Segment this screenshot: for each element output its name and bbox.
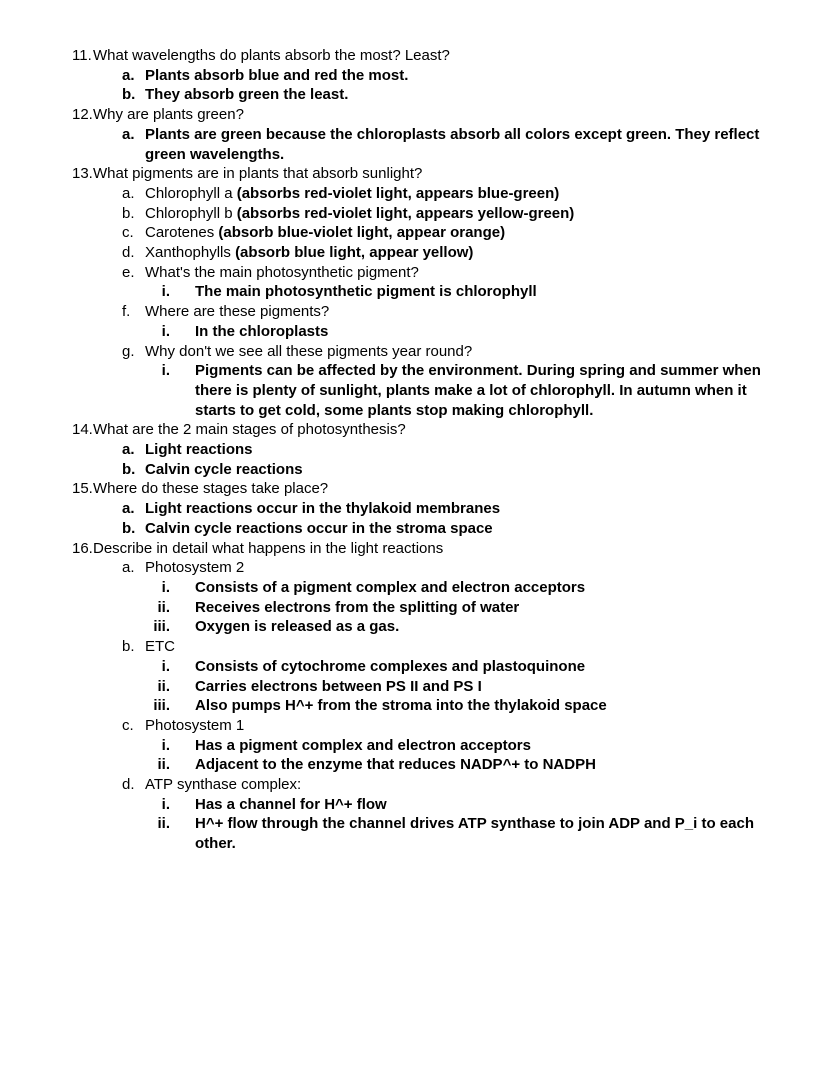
list-item [72,420,772,440]
list-marker: i. [161,578,170,596]
list-item [72,637,772,657]
list-marker: ii. [157,598,170,616]
list-text: They absorb green the least. [145,86,349,104]
list-marker: b. [122,460,136,478]
list-text: Where do these stages take place? [93,480,329,498]
list-marker: 13. [72,165,93,183]
list-marker: iii. [153,618,170,636]
list-marker: iii. [153,697,170,715]
list-marker: d. [122,244,135,262]
list-item [72,814,772,853]
list-item [72,696,772,716]
list-text: Photosystem 1 [145,716,245,734]
list-item [72,361,772,420]
list-text: Calvin cycle reactions occur in the stroma space [145,519,493,537]
list-item [72,460,772,480]
list-item [72,598,772,618]
list-marker: i. [161,736,170,754]
list-item [72,184,772,204]
list-marker: a. [122,500,135,518]
list-marker: a. [122,66,135,84]
list-item [72,125,772,164]
list-marker: 12. [72,106,93,124]
list-text: Plants are green because the chloroplasts absorb all colors except green. They reflect green wavelengths. [145,125,760,163]
list-item [72,617,772,637]
list-item [72,164,772,184]
list-marker: a. [122,184,135,202]
list-marker: d. [122,776,135,794]
list-item [72,342,772,362]
list-item [72,479,772,499]
list-text: Xanthophylls (absorb blue light, appear yellow) [145,244,474,262]
list-text: Where are these pigments? [145,303,330,321]
document-outline-list [72,46,772,854]
list-marker: g. [122,342,135,360]
list-text: Carotenes (absorb blue-violet light, appear orange) [145,224,506,242]
list-text: What's the main photosynthetic pigment? [145,263,419,281]
list-marker: 16. [72,539,93,557]
list-item [72,243,772,263]
list-item [72,795,772,815]
list-marker: b. [122,519,136,537]
list-text: Calvin cycle reactions [145,460,303,478]
list-marker: i. [161,795,170,813]
list-item [72,578,772,598]
list-marker: 11. [72,47,92,64]
list-text: In the chloroplasts [195,322,329,340]
list-marker: e. [122,263,135,281]
list-text: What wavelengths do plants absorb the most? Least? [93,47,450,64]
list-text: Describe in detail what happens in the light reactions [93,539,444,557]
list-text: Pigments can be affected by the environment. During spring and summer when there is plenty of sunlight, plants make a lot of chlorophyll. In autumn when it starts to get cold, some plants stop making chlorophyll. [195,362,761,419]
list-text: Chlorophyll b (absorbs red-violet light, appears yellow-green) [145,204,575,222]
list-item [72,46,772,66]
list-marker: 14. [72,421,93,439]
list-text: Chlorophyll a (absorbs red-violet light, appears blue-green) [145,184,560,202]
list-item [72,322,772,342]
list-item [72,66,772,86]
list-text: Why don't we see all these pigments year round? [145,342,473,360]
list-text: Adjacent to the enzyme that reduces NADP^+ to NADPH [195,756,596,774]
list-text: Oxygen is released as a gas. [195,618,400,636]
list-item [72,519,772,539]
list-item [72,223,772,243]
list-item [72,263,772,283]
list-text: The main photosynthetic pigment is chlorophyll [195,283,537,301]
list-marker: 15. [72,480,93,498]
list-item [72,558,772,578]
list-marker: ii. [157,756,170,774]
list-text: Has a channel for H^+ flow [195,795,387,813]
list-marker: b. [122,638,135,656]
list-marker: c. [122,716,134,734]
list-item [72,539,772,559]
list-marker: ii. [157,815,170,833]
list-item [72,282,772,302]
list-text: Consists of a pigment complex and electron acceptors [195,578,586,596]
list-marker: b. [122,204,135,222]
list-marker: c. [122,224,134,242]
list-marker: f. [122,303,131,321]
list-marker: ii. [157,677,170,695]
list-item [72,499,772,519]
list-item [72,677,772,697]
list-text: H^+ flow through the channel drives ATP synthase to join ADP and P_i to each other. [195,815,754,853]
list-marker: i. [161,322,170,340]
list-text: What are the 2 main stages of photosynthesis? [93,421,406,439]
list-text: Light reactions [145,441,253,459]
list-text: ATP synthase complex: [145,776,302,794]
list-marker: a. [122,125,135,143]
list-text: Carries electrons between PS II and PS I [195,677,482,695]
list-item [72,716,772,736]
list-marker: a. [122,559,135,577]
list-text: Light reactions occur in the thylakoid membranes [145,500,501,518]
list-item [72,85,772,105]
list-item [72,440,772,460]
list-item [72,736,772,756]
list-item [72,775,772,795]
list-text: Why are plants green? [93,106,244,124]
list-marker: i. [161,362,170,380]
list-text: Plants absorb blue and red the most. [145,66,409,84]
list-marker: i. [161,283,170,301]
list-text: Also pumps H^+ from the stroma into the thylakoid space [195,697,607,715]
list-item [72,657,772,677]
list-text: Receives electrons from the splitting of water [195,598,520,616]
list-text: Photosystem 2 [145,559,245,577]
list-marker: a. [122,441,135,459]
list-marker: i. [161,657,170,675]
list-item [72,755,772,775]
list-item [72,302,772,322]
list-item [72,204,772,224]
list-marker: b. [122,86,136,104]
list-item [72,105,772,125]
list-text: Has a pigment complex and electron acceptors [195,736,531,754]
list-text: ETC [145,638,175,656]
list-text: Consists of cytochrome complexes and plastoquinone [195,657,586,675]
list-text: What pigments are in plants that absorb sunlight? [93,165,423,183]
